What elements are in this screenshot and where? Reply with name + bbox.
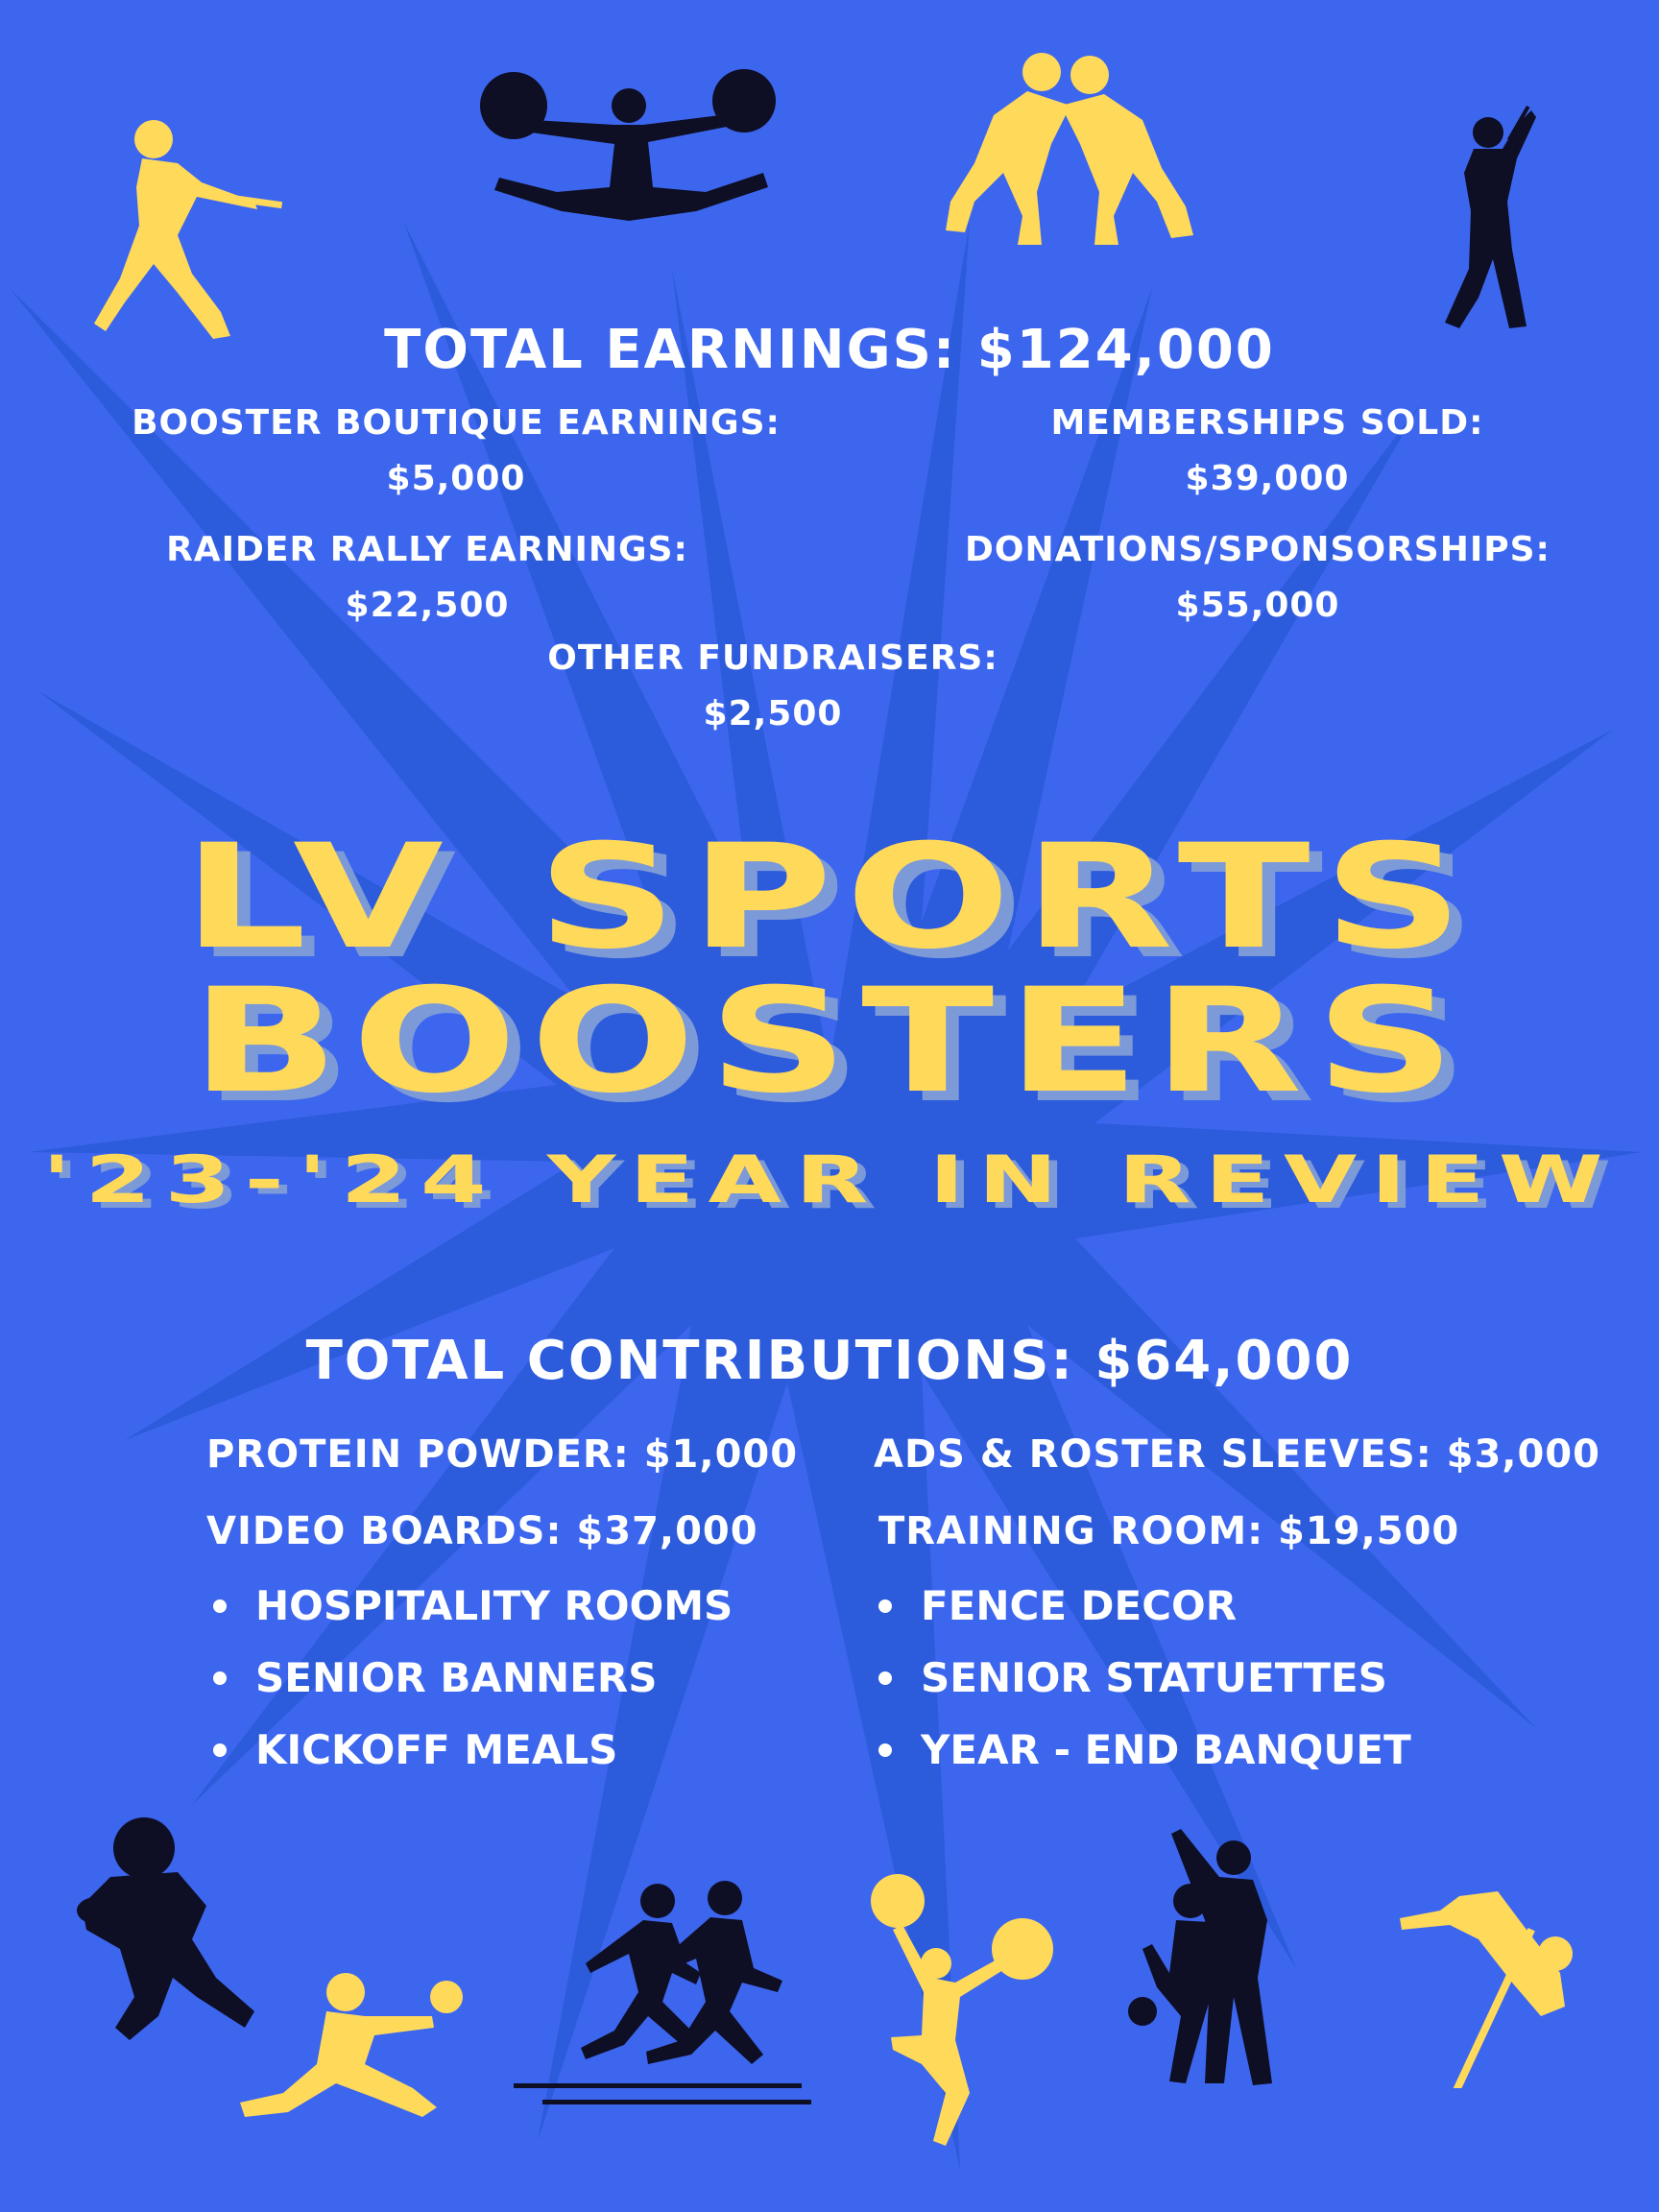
runners-icon [494,1877,821,2117]
earnings-value-boutique: $5,000 [386,459,526,498]
contribution-video-boards: VIDEO BOARDS: $37,000 [206,1509,758,1553]
total-contributions: TOTAL CONTRIBUTIONS: $64,000 [305,1330,1354,1392]
wrestlers-icon [936,48,1205,254]
earnings-label-memberships: MEMBERSHIPS SOLD: [1050,403,1484,443]
bullet-text: SENIOR BANNERS [255,1654,658,1701]
cheerleader-jump-icon [475,67,782,230]
title-line2: BOOSTERS [190,958,1469,1125]
bullet-dot [213,1743,227,1757]
bullet-text: FENCE DECOR [921,1582,1238,1629]
golfer-icon [1421,106,1555,336]
basketball-players-icon [1114,1815,1330,2093]
bullet-text: SENIOR STATUETTES [921,1654,1387,1701]
bullet-dot [878,1599,892,1613]
contribution-training-room: TRAINING ROOM: $19,500 [878,1509,1460,1553]
baseball-batter-icon [86,110,298,350]
earnings-value-other: $2,500 [703,694,843,733]
bullet-text: YEAR - END BANQUET [921,1726,1411,1773]
bullet-year-end-banquet [878,1726,1411,1773]
bullet-hospitality-rooms [213,1582,733,1629]
bullet-dot [878,1743,892,1757]
earnings-label-raider-rally: RAIDER RALLY EARNINGS: [166,530,688,569]
subtitle: '23-'24 YEAR IN REVIEW [41,1142,1618,1218]
bullet-senior-statuettes [878,1654,1387,1701]
total-earnings: TOTAL EARNINGS: $124,000 [384,319,1275,381]
bullet-dot [878,1671,892,1685]
earnings-label-other: OTHER FUNDRAISERS: [547,638,998,678]
title-line1: LV SPORTS [182,814,1477,981]
volleyball-player-icon [230,1959,470,2122]
earnings-label-boutique: BOOSTER BOUTIQUE EARNINGS: [132,403,781,443]
bullet-senior-banners [213,1654,657,1701]
bullet-kickoff-meals [213,1726,617,1773]
earnings-value-donations: $55,000 [1175,586,1340,625]
bullet-text: KICKOFF MEALS [255,1726,618,1773]
earnings-label-donations: DONATIONS/SPONSORSHIPS: [965,530,1551,569]
bullet-dot [213,1671,227,1685]
earnings-value-raider-rally: $22,500 [345,586,510,625]
contribution-protein-powder: PROTEIN POWDER: $1,000 [206,1432,799,1477]
contribution-ads-roster: ADS & ROSTER SLEEVES: $3,000 [874,1432,1600,1477]
earnings-value-memberships: $39,000 [1185,459,1350,498]
bullet-dot [213,1599,227,1613]
bullet-fence-decor [878,1582,1237,1629]
bullet-text: HOSPITALITY ROOMS [255,1582,733,1629]
pole-vaulter-icon [1325,1872,1594,2088]
cheerleader-pompom-icon [864,1872,1056,2151]
